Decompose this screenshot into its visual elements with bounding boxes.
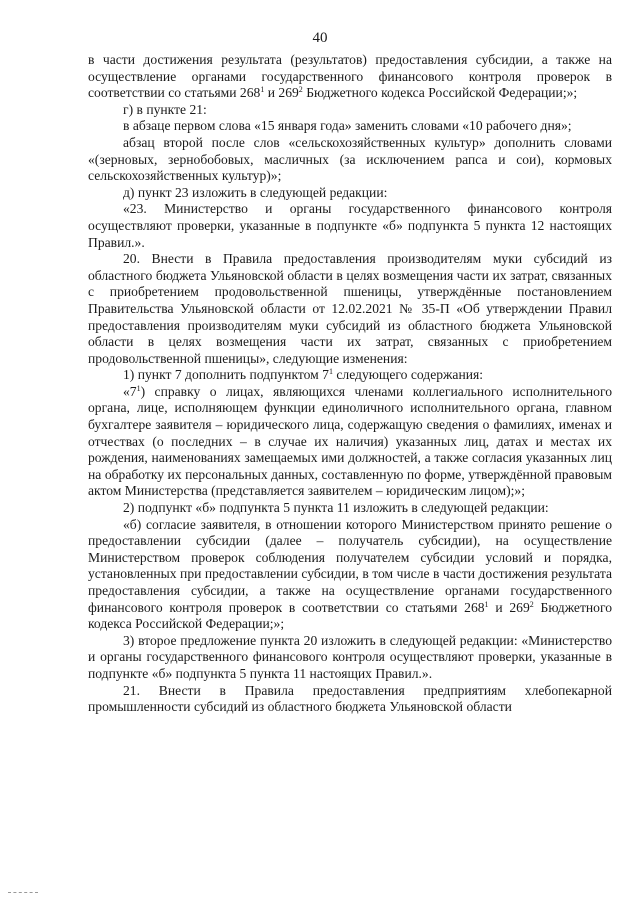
page-number: 40 bbox=[312, 30, 328, 46]
scan-edge-mark bbox=[8, 892, 38, 893]
paragraph-12: 3) второе предложение пункта 20 изложить в следующей редакции: «Министерство и органы государственного финансового контроля осуществляют проверки, указанные в подпункте «б» подпункта 5 пункта 11 настоящих Правил.». bbox=[88, 632, 612, 681]
superscript: 2 bbox=[529, 599, 534, 609]
paragraph-13: 21. Внести в Правила предоставления предприятиям хлебопекарной промышленности субсидий из областного бюджета Ульяновской области bbox=[88, 682, 612, 715]
paragraph-4: абзац второй после слов «сельскохозяйственных культур» дополнить словами «(зерновых, зернобобовых, масличных (за исключением рапса и сои), кормовых сельскохозяйственных культур)»; bbox=[88, 134, 612, 184]
paragraph-9: «$7^1$) справку о лицах, являющихся членами коллегиального исполнительного органа, лице, исполняющем функции единоличного исполнительного органа, главном бухгалтере заявителя – юридического лица, содержащую сведения о фамилиях, именах и отчествах (о последних – в случае их наличия) указанных лиц, датах и местах их рождения, наименованиях замещаемых ими должностей, а также согласия указанных лиц на обработку их персональных данных, составленную по форме, утверждённой правовым актом Министерства (представляется заявителем – юридическим лицом);»; bbox=[88, 383, 612, 499]
superscript: 1 bbox=[260, 85, 265, 95]
document-body bbox=[88, 52, 612, 716]
paragraph-5: д) пункт 23 изложить в следующей редакции: bbox=[123, 184, 388, 200]
paragraph-8: 1) пункт 7 дополнить подпунктом $7^1$ следующего содержания: bbox=[123, 367, 484, 383]
superscript: 2 bbox=[298, 85, 303, 95]
paragraph-7: 20. Внести в Правила предоставления производителям муки субсидий из областного бюджета Ульяновской области в целях возмещения части их затрат, связанных с приобретением продовольственной пшеницы, утверждённые постановлением Правительства Ульяновской области от 12.02.2021 № 35-П «Об утверждении Правил предоставления производителям муки субсидий из областного бюджета Ульяновской области в целях возмещения части их затрат, связанных с приобретением продовольственной пшеницы», следующие изменения: bbox=[88, 251, 612, 366]
superscript: 1 bbox=[136, 383, 141, 393]
paragraph-10: 2) подпункт «б» подпункта 5 пункта 11 изложить в следующей редакции: bbox=[123, 500, 549, 516]
paragraph-11: «б) согласие заявителя, в отношении которого Министерством принято решение о предоставлении субсидии (далее – получатель субсидии), на осуществление Министерством проверок соблюдения получателем субсидии условий и порядка, установленных при предоставлении субсидии, в том числе в части достижения результата предоставления субсидии, а также на осуществление органами государственного финансового контроля проверок в соответствии со статьями $268^1$ и $269^2$ Бюджетного кодекса Российской Федерации;»; bbox=[88, 516, 612, 632]
superscript: 1 bbox=[328, 367, 333, 377]
superscript: 1 bbox=[484, 599, 489, 609]
paragraph-1: в части достижения результата (результатов) предоставления субсидии, а также на осуществление органами государственного финансового контроля проверок в соответствии со статьями $268^1$ и $269^2$ Бюджетного кодекса Российской Федерации;»; bbox=[88, 52, 612, 101]
paragraph-2: г) в пункте 21: bbox=[123, 101, 207, 117]
paragraph-3: в абзаце первом слова «15 января года» заменить словами «10 рабочего дня»; bbox=[123, 118, 572, 134]
paragraph-6: «23. Министерство и органы государственного финансового контроля осуществляют проверки, указанные в подпункте «б» подпункта 5 пункта 12 настоящих Правил.». bbox=[88, 201, 612, 250]
